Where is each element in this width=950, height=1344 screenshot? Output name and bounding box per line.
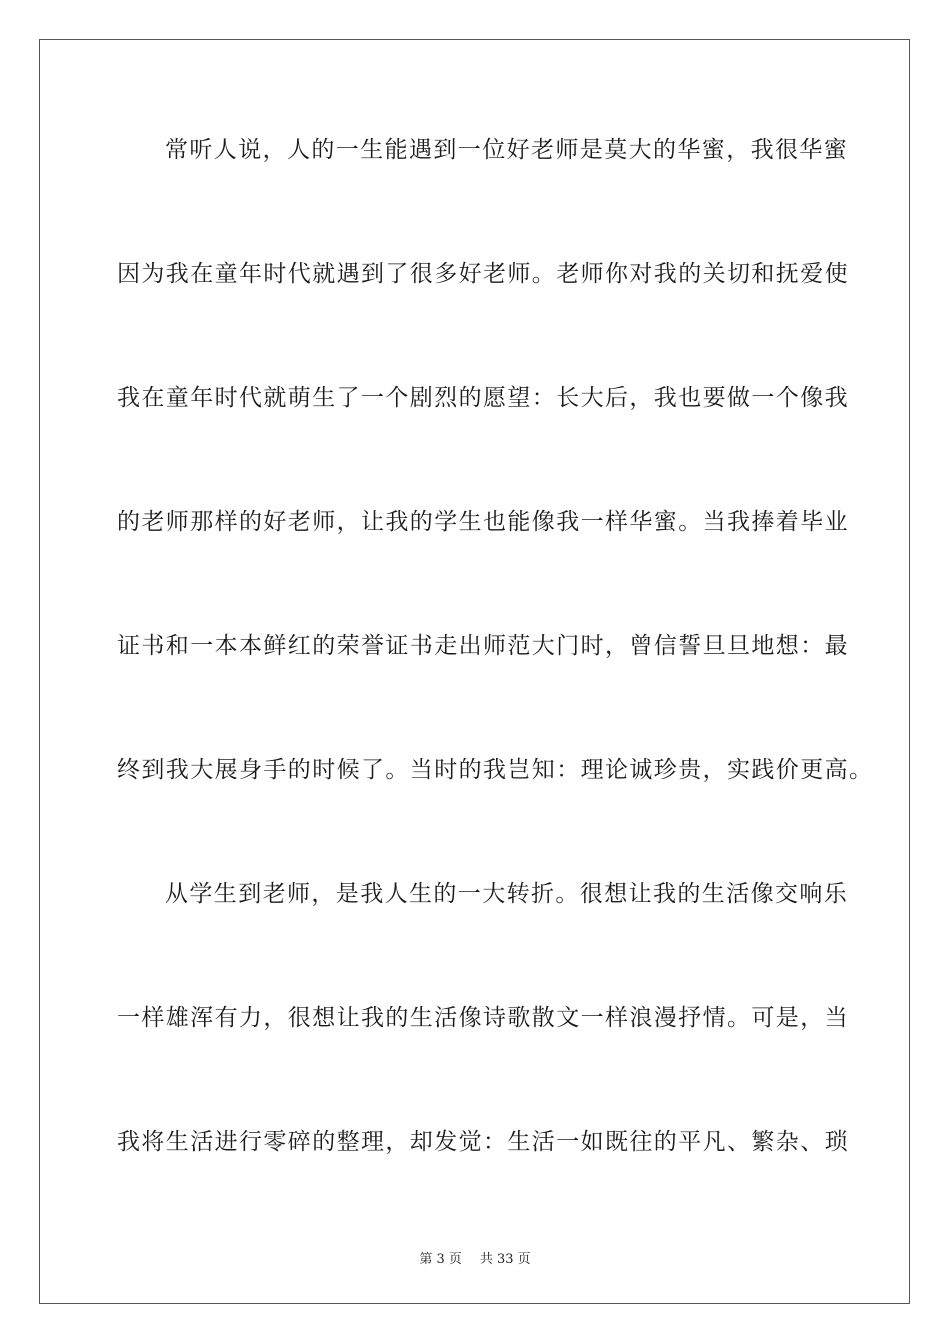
paragraph-2-line-2: 一样雄浑有力，很想让我的生活像诗歌散文一样浪漫抒情。可是，当 (117, 1005, 849, 1031)
paragraph-1-line-2: 因为我在童年时代就遇到了很多好老师。老师你对我的关切和抚爱使 (117, 261, 849, 287)
paragraph-1-line-1: 常听人说，人的一生能遇到一位好老师是莫大的华蜜，我很华蜜 (165, 137, 849, 163)
total-pages: 共 33 页 (479, 1252, 531, 1267)
paragraph-1-line-4: 的老师那样的好老师，让我的学生也能像我一样华蜜。当我捧着毕业 (117, 509, 849, 535)
paragraph-2-line-1: 从学生到老师，是我人生的一大转折。很想让我的生活像交响乐 (165, 881, 849, 907)
paragraph-1-line-5: 证书和一本本鲜红的荣誉证书走出师范大门时，曾信誓旦旦地想：最 (117, 633, 849, 659)
page-number: 第 3 页 (419, 1252, 462, 1267)
page-footer (0, 1248, 950, 1267)
page-border (39, 39, 910, 1304)
paragraph-2-line-3: 我将生活进行零碎的整理，却发觉：生活一如既往的平凡、繁杂、琐 (117, 1129, 849, 1155)
paragraph-1-line-3: 我在童年时代就萌生了一个剧烈的愿望：长大后，我也要做一个像我 (117, 385, 849, 411)
paragraph-1-line-6: 终到我大展身手的时候了。当时的我岂知：理论诚珍贵，实践价更高。 (117, 757, 874, 783)
